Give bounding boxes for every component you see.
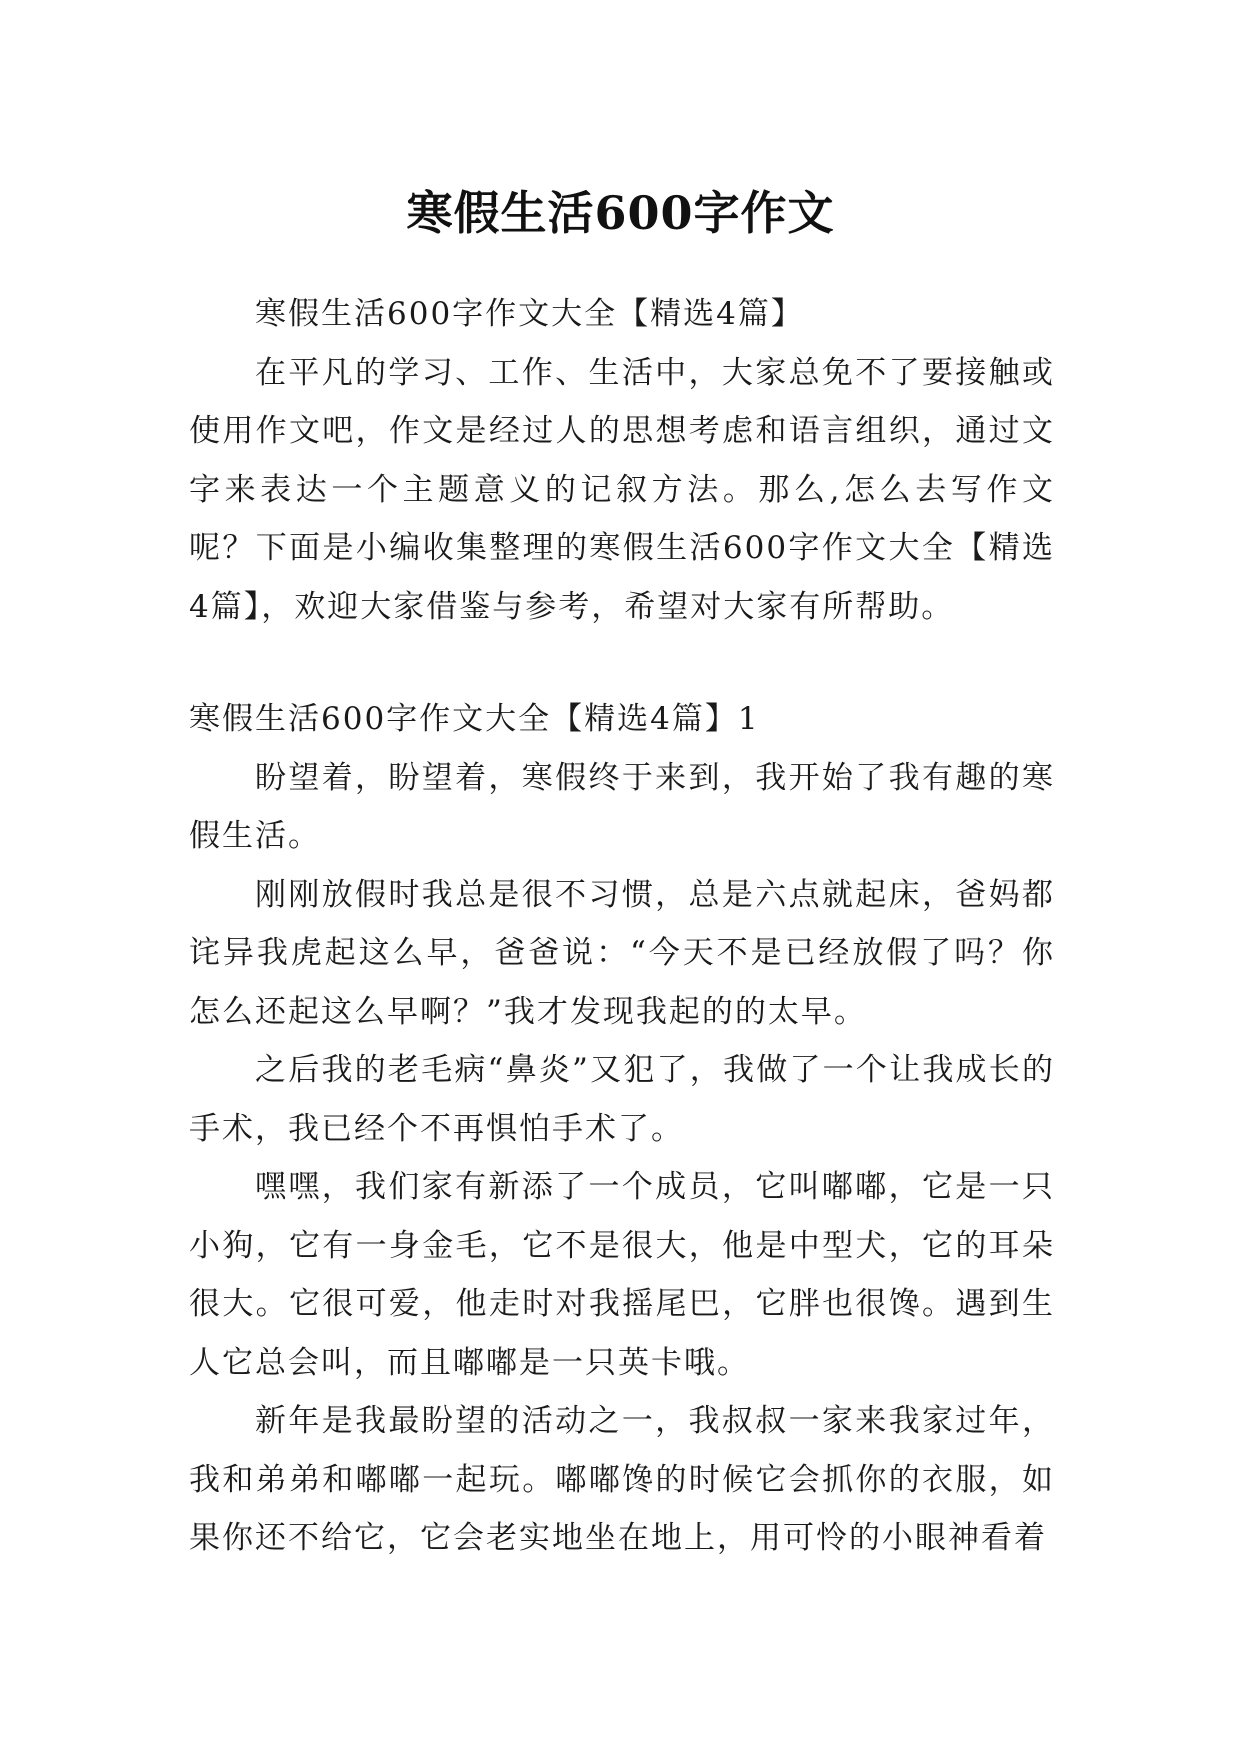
body-paragraph: 之后我的老毛病“鼻炎”又犯了，我做了一个让我成长的手术，我已经个不再惧怕手术了。 <box>189 1052 1055 1147</box>
section-spacer <box>189 636 1055 690</box>
document-title: 寒假生活600字作文 <box>406 185 835 240</box>
body-paragraph: 盼望着，盼望着，寒假终于来到，我开始了我有趣的寒假生活。 <box>189 759 1055 854</box>
body-paragraph: 嘿嘿，我们家有新添了一个成员，它叫嘟嘟，它是一只小狗，它有一身金毛，它不是很大，他是中型犬，它的耳朵很大。它很可爱，他走时对我摇尾巴，它胖也很馋。遇到生人它总会叫，而且嘟嘟是一只英卡哦。 <box>189 1169 1055 1381</box>
section-heading: 寒假生活600字作文大全【精选4篇】1 <box>189 701 760 737</box>
body-paragraph: 新年是我最盼望的活动之一，我叔叔一家来我家过年，我和弟弟和嘟嘟一起玩。嘟嘟馋的时候它会抓你的衣服，如果你还不给它，它会老实地坐在地上，用可怜的小眼神看着 <box>189 1403 1055 1556</box>
document-body <box>189 285 1055 1568</box>
body-paragraph: 刚刚放假时我总是很不习惯，总是六点就起床，爸妈都诧异我虎起这么早，爸爸说：“今天不是已经放假了吗？你怎么还起这么早啊？”我才发现我起的的太早。 <box>189 876 1055 1030</box>
subtitle-line: 寒假生活600字作文大全【精选4篇】 <box>255 296 804 332</box>
intro-paragraph: 在平凡的学习、工作、生活中，大家总免不了要接触或使用作文吧，作文是经过人的思想考虑和语言组织，通过文字来表达一个主题意义的记叙方法。那么,怎么去写作文呢？下面是小编收集整理的寒假生活600字作文大全【精选4篇】，欢迎大家借鉴与参考，希望对大家有所帮助。 <box>189 354 1055 625</box>
